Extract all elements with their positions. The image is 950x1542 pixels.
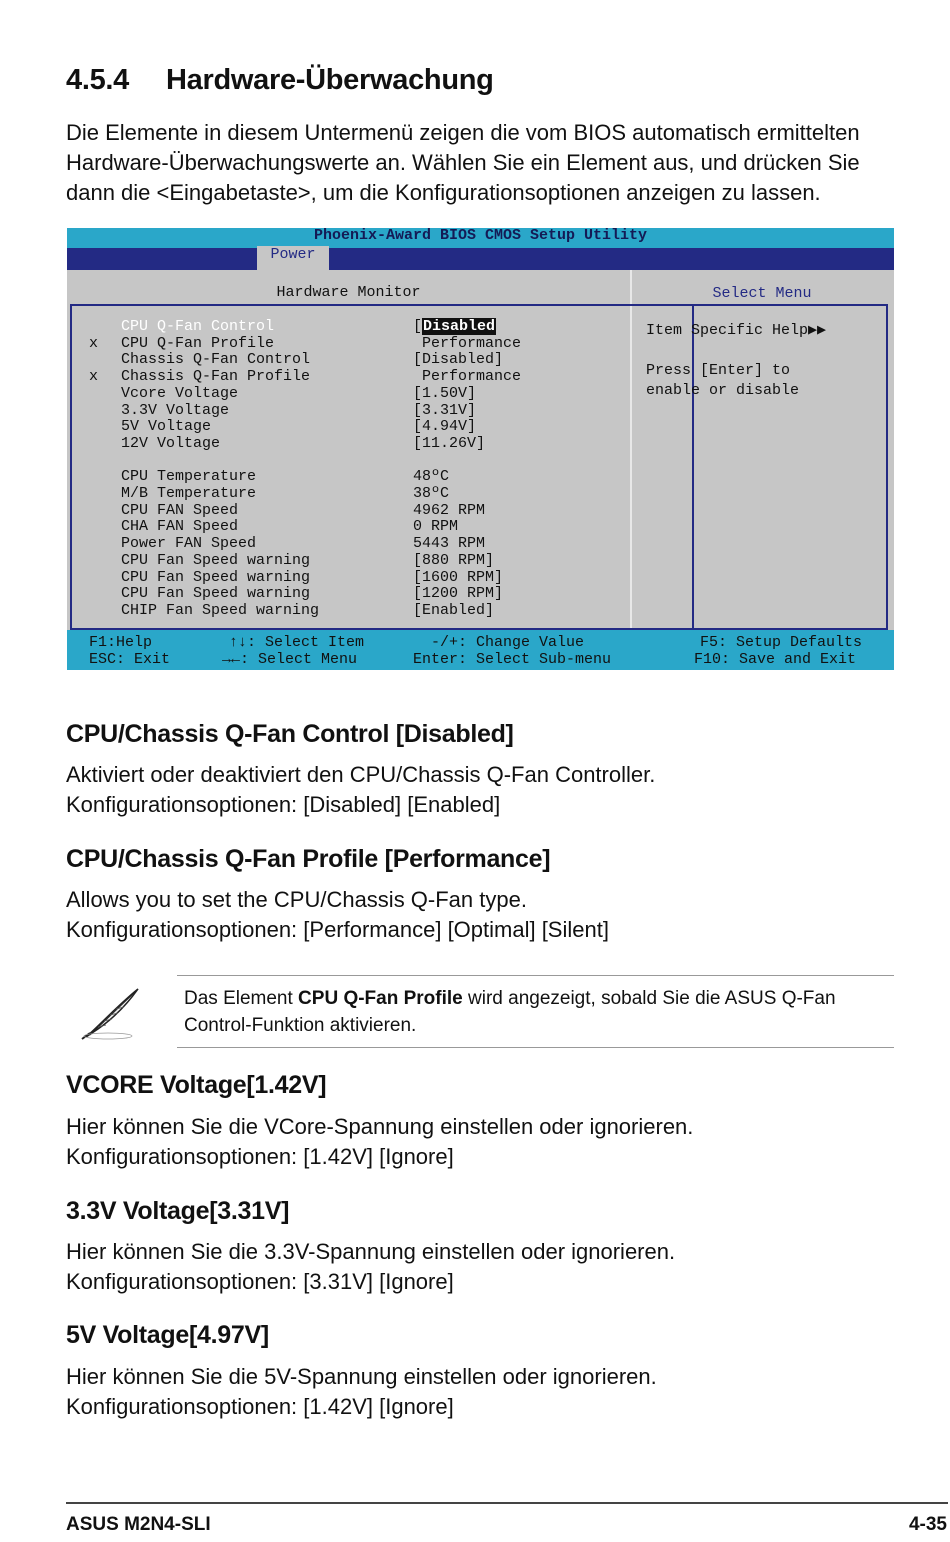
bios-item-label: Chassis Q-Fan Control bbox=[121, 351, 311, 369]
bios-item-value: [Disabled] bbox=[413, 351, 504, 369]
text-line: Konfigurationsoptionen: [1.42V] [Ignore] bbox=[66, 1144, 454, 1169]
bracket: [ bbox=[413, 318, 423, 335]
footer-rule bbox=[66, 1502, 948, 1504]
text-line: Konfigurationsoptionen: [1.42V] [Ignore] bbox=[66, 1394, 454, 1419]
feather-pen-icon bbox=[78, 985, 142, 1041]
bios-item-value: [1600 RPM] bbox=[413, 568, 504, 586]
text-line: Hier können Sie die 3.3V-Spannung einstellen oder ignorieren. bbox=[66, 1239, 676, 1264]
section-title: Hardware-Überwachung bbox=[166, 64, 494, 96]
bios-item-label: CHA FAN Speed bbox=[121, 518, 239, 536]
bios-item-label: Power FAN Speed bbox=[121, 535, 257, 553]
footer-product: ASUS M2N4-SLI bbox=[66, 1514, 211, 1535]
bios-help-item: Item Specific Help▶▶ bbox=[646, 322, 827, 339]
bios-item-label: CPU Fan Speed warning bbox=[121, 585, 311, 603]
bios-item-value: 48ºC bbox=[413, 468, 450, 486]
bios-item-value: Performance bbox=[413, 334, 522, 352]
bios-item-value: [4.94V] bbox=[413, 418, 477, 436]
bios-item-value: 5443 RPM bbox=[413, 535, 486, 553]
bios-item-value: 4962 RPM bbox=[413, 501, 486, 519]
bios-item-label: 12V Voltage bbox=[121, 434, 221, 452]
bios-title-bar bbox=[67, 228, 894, 248]
bios-title: Phoenix-Award BIOS CMOS Setup Utility bbox=[313, 227, 648, 244]
bios-help-title: Select Menu bbox=[712, 285, 812, 302]
bios-item-label: Chassis Q-Fan Profile bbox=[121, 368, 311, 386]
bios-help-desc: Press [Enter] to enable or disable bbox=[646, 362, 800, 399]
note-bottom-rule bbox=[177, 1047, 894, 1048]
section-heading-qfan-control: CPU/Chassis Q-Fan Control [Disabled] bbox=[66, 720, 514, 748]
bios-item-label: Vcore Voltage bbox=[121, 384, 239, 402]
bios-item-value: [11.26V] bbox=[413, 434, 486, 452]
text-line: Hier können Sie die VCore-Spannung einstellen oder ignorieren. bbox=[66, 1114, 694, 1139]
intro-line: Die Elemente in diesem Untermenü zeigen die vom BIOS automatisch ermittelten bbox=[66, 120, 860, 145]
bios-item-value-wrap bbox=[413, 318, 496, 335]
bios-item-label: CPU Q-Fan Control bbox=[121, 318, 275, 335]
bios-item-label: CPU Fan Speed warning bbox=[121, 568, 311, 586]
section-heading-5v: 5V Voltage[4.97V] bbox=[66, 1321, 269, 1349]
bios-item-label: CPU Fan Speed warning bbox=[121, 551, 311, 569]
bios-item-value-selected[interactable]: Disabled bbox=[423, 318, 496, 335]
bios-tab-power[interactable]: Power bbox=[257, 246, 329, 270]
note-text-part: wird angezeigt, sobald Sie die ASUS Q-Fan bbox=[462, 988, 836, 1009]
bios-item-value: 38ºC bbox=[413, 485, 450, 502]
section-heading bbox=[66, 64, 494, 97]
bios-item-value: [1200 RPM] bbox=[413, 585, 504, 603]
intro-line: Hardware-Überwachungswerte an. Wählen Sie ein Element aus, und drücken Sie bbox=[66, 150, 860, 175]
bios-item-value: [3.31V] bbox=[413, 401, 477, 419]
text-line: Aktiviert oder deaktiviert den CPU/Chassis Q-Fan Controller. bbox=[66, 762, 656, 787]
bios-menu-bar bbox=[67, 248, 894, 270]
section-heading-qfan-profile: CPU/Chassis Q-Fan Profile [Performance] bbox=[66, 845, 551, 873]
bios-item-value: Performance bbox=[413, 368, 522, 386]
note-text-bold: CPU Q-Fan Profile bbox=[298, 988, 463, 1009]
section-text-vcore bbox=[66, 1112, 906, 1172]
bios-item-marker: x bbox=[89, 334, 99, 352]
section-text-3v3 bbox=[66, 1237, 906, 1297]
text-line: Allows you to set the CPU/Chassis Q-Fan type. bbox=[66, 887, 527, 912]
section-text-qfan-control bbox=[66, 760, 906, 820]
status-f5: F5: Setup Defaults bbox=[700, 634, 863, 651]
section-heading-3v3: 3.3V Voltage[3.31V] bbox=[66, 1197, 290, 1225]
note-text bbox=[184, 985, 884, 1039]
status-enter: Enter: Select Sub-menu bbox=[413, 651, 612, 668]
section-number: 4.5.4 bbox=[66, 64, 129, 96]
footer-page-number: 4-35 bbox=[908, 1514, 947, 1535]
section-text-qfan-profile bbox=[66, 885, 906, 945]
bios-item-value: 0 RPM bbox=[413, 518, 459, 536]
status-f10: F10: Save and Exit bbox=[694, 651, 857, 668]
text-line: Konfigurationsoptionen: [Performance] [Optimal] [Silent] bbox=[66, 917, 609, 942]
text-line: Hier können Sie die 5V-Spannung einstellen oder ignorieren. bbox=[66, 1364, 657, 1389]
bios-item-label: CPU FAN Speed bbox=[121, 501, 239, 519]
section-text-5v bbox=[66, 1362, 906, 1422]
bios-panel-title: Hardware Monitor bbox=[276, 284, 421, 301]
note-top-rule bbox=[177, 975, 894, 976]
note-text-part: Das Element bbox=[184, 988, 299, 1009]
status-updown: ↑↓: Select Item bbox=[229, 634, 365, 651]
bios-help-text bbox=[646, 321, 826, 401]
text-line: Konfigurationsoptionen: [Disabled] [Enabled] bbox=[66, 792, 501, 817]
status-leftright: →←: Select Menu bbox=[222, 651, 358, 668]
bios-status-bar bbox=[67, 630, 894, 670]
intro-paragraph bbox=[66, 118, 906, 208]
bios-item-value: [880 RPM] bbox=[413, 551, 495, 569]
status-f1: F1:Help bbox=[89, 634, 153, 651]
intro-line: dann die <Eingabetaste>, um die Konfigurationsoptionen anzeigen zu lassen. bbox=[66, 180, 821, 205]
bios-item-label: CPU Q-Fan Profile bbox=[121, 334, 275, 352]
text-line: Konfigurationsoptionen: [3.31V] [Ignore] bbox=[66, 1269, 454, 1294]
bios-item-value: [Enabled] bbox=[413, 601, 495, 619]
bios-screenshot bbox=[67, 228, 894, 670]
section-heading-vcore: VCORE Voltage[1.42V] bbox=[66, 1071, 327, 1099]
bios-item-label: M/B Temperature bbox=[121, 485, 257, 502]
status-change: -/+: Change Value bbox=[431, 634, 585, 651]
bios-item-label: 5V Voltage bbox=[121, 418, 212, 436]
note-text-line2: Control-Funktion aktivieren. bbox=[184, 1015, 417, 1036]
bios-item-label: CHIP Fan Speed warning bbox=[121, 601, 320, 619]
status-esc: ESC: Exit bbox=[89, 651, 171, 668]
bios-item-label: 3.3V Voltage bbox=[121, 401, 230, 419]
bios-item-marker: x bbox=[89, 368, 99, 386]
bios-item-value: [1.50V] bbox=[413, 384, 477, 402]
bios-item-label: CPU Temperature bbox=[121, 468, 257, 486]
